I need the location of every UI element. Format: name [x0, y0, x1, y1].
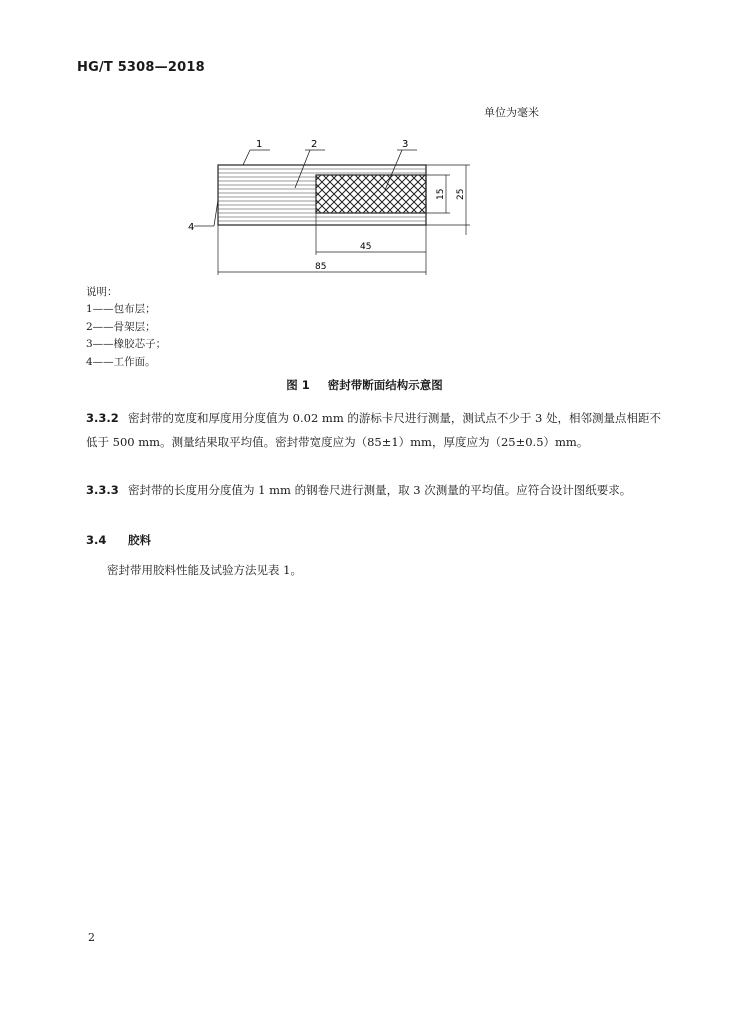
note-item: 3——橡胶芯子； [86, 338, 167, 351]
dim-45: 45 [360, 242, 372, 252]
clause-number: 3.3.2 [86, 411, 119, 425]
callout-3: 3 [402, 139, 409, 150]
note-item: 1——包布层； [86, 303, 156, 316]
clause-number: 3.3.3 [86, 483, 119, 497]
paragraph-3-3-2 [86, 406, 666, 454]
dim-15: 15 [436, 188, 446, 200]
cross-section-figure [150, 138, 490, 278]
note-item: 4——工作面。 [86, 355, 156, 368]
callout-1: 1 [256, 139, 263, 150]
page-number: 2 [88, 931, 95, 944]
dim-25: 25 [456, 188, 466, 200]
note-item: 2——骨架层； [86, 320, 156, 333]
body-text: 密封带用胶料性能及试验方法见表 1。 [107, 563, 302, 577]
section-heading [86, 532, 151, 548]
section-number: 3.4 [86, 533, 107, 547]
rubber-core [316, 175, 426, 213]
clause-text: 密封带的长度用分度值为 1 mm 的钢卷尺进行测量，取 3 次测量的平均值。应符合设计图纸要求。 [128, 483, 632, 497]
figure-caption-title: 密封带断面结构示意图 [327, 378, 443, 392]
figure-caption [0, 377, 729, 393]
callout-2: 2 [311, 139, 318, 150]
figure-caption-label: 图 1 [286, 378, 310, 392]
document-code-header: HG/T 5308—2018 [77, 60, 205, 75]
unit-note: 单位为毫米 [484, 106, 539, 119]
paragraph-3-3-3 [86, 478, 666, 502]
notes-heading: 说明： [86, 286, 118, 298]
clause-text: 密封带的宽度和厚度用分度值为 0.02 mm 的游标卡尺进行测量，测试点不少于 3 处，相邻测量点相距不低于 500 mm。测量结果取平均值。密封带宽度应为（85±1）mm，厚度应为（25±0.5）mm。 [86, 411, 662, 449]
callout-4: 4 [188, 222, 195, 233]
dim-85: 85 [315, 262, 327, 272]
figure-notes [86, 284, 166, 371]
section-title: 胶料 [128, 533, 151, 547]
